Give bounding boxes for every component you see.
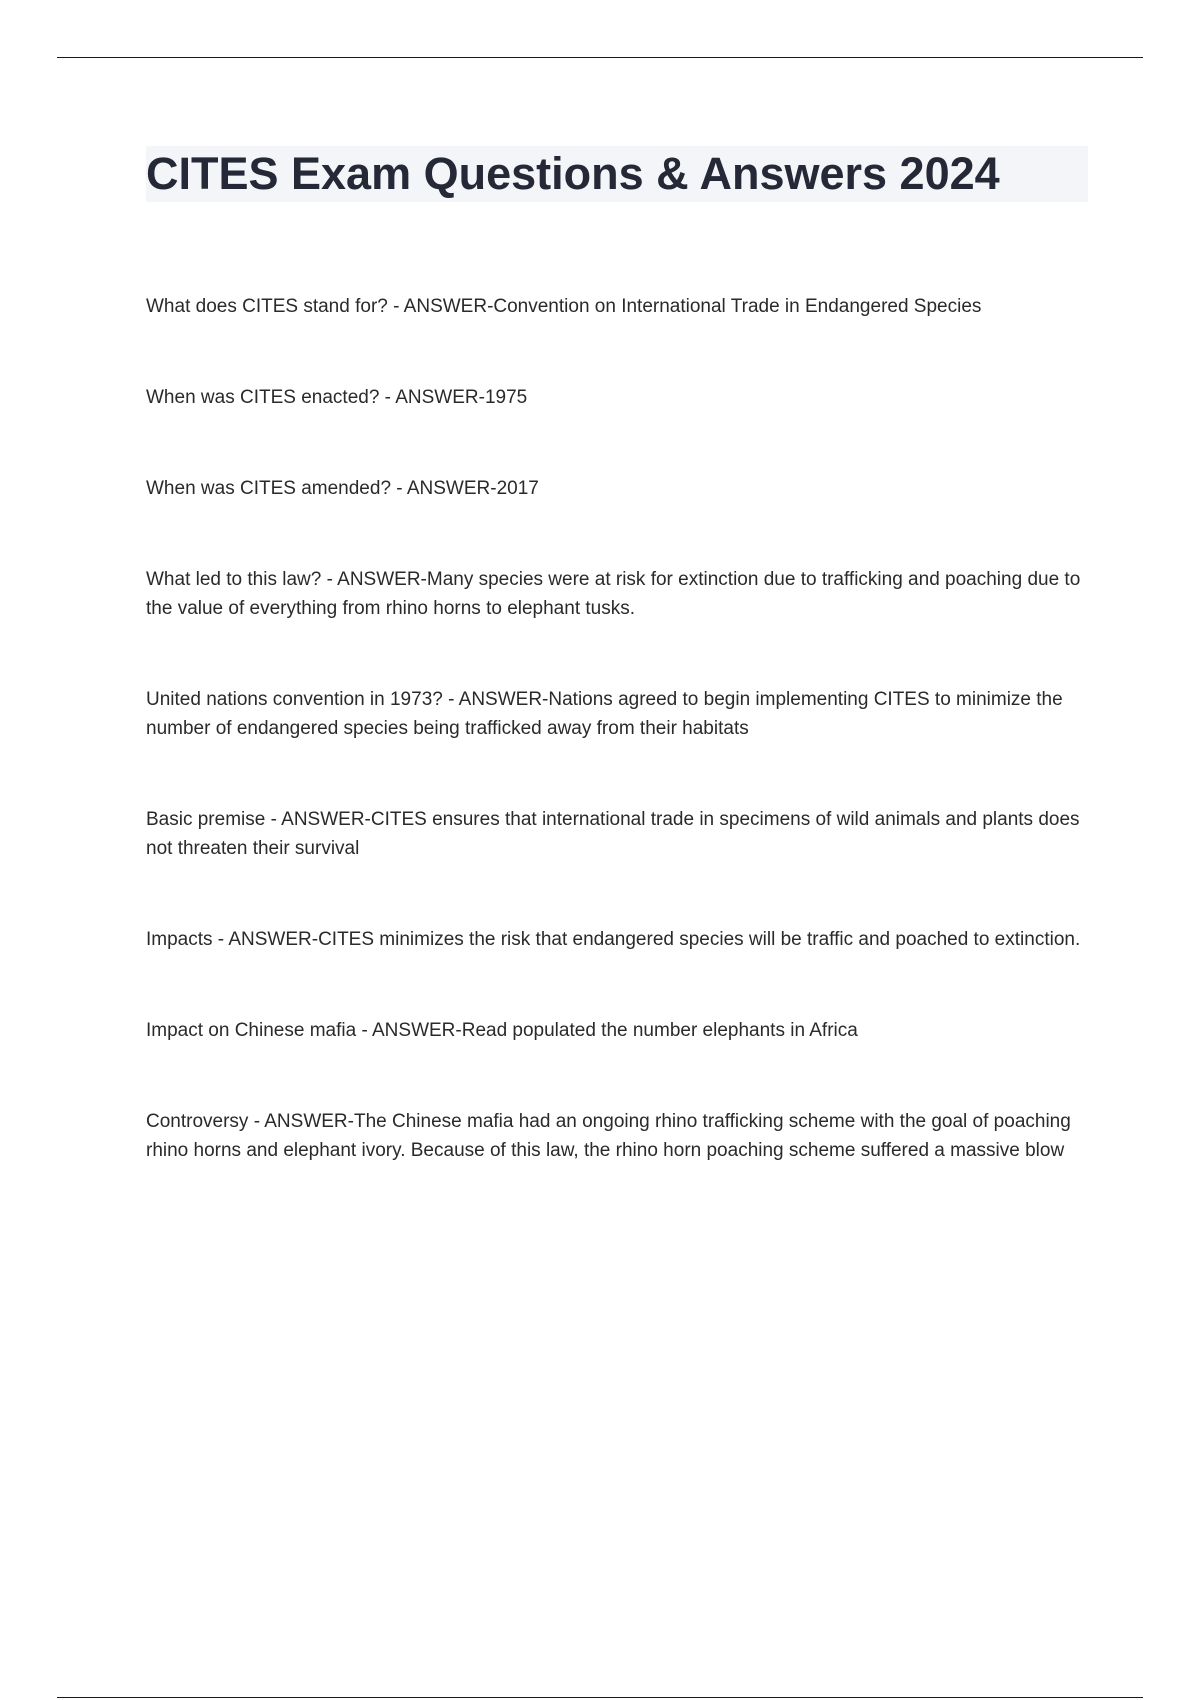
footer-rule [57, 1697, 1143, 1698]
qa-item: Controversy - ANSWER-The Chinese mafia had an ongoing rhino trafficking scheme with the goal of poaching rhino horns and elephant ivory. Because of this law, the rhino horn poaching scheme suffered a massive blow [146, 1111, 1071, 1161]
qa-item: United nations convention in 1973? - ANSWER-Nations agreed to begin implementing CITES to minimize the number of endangered species being trafficked away from their habitats [146, 689, 1063, 739]
document-title: CITES Exam Questions & Answers 2024 [146, 148, 1000, 199]
header-rule [57, 57, 1143, 58]
qa-item: Impact on Chinese mafia - ANSWER-Read populated the number elephants in Africa [146, 1020, 858, 1041]
qa-item: When was CITES enacted? - ANSWER-1975 [146, 387, 528, 408]
qa-item: What does CITES stand for? - ANSWER-Convention on International Trade in Endangered Species [146, 296, 982, 317]
qa-list [146, 292, 1091, 1165]
qa-item: When was CITES amended? - ANSWER-2017 [146, 478, 539, 499]
qa-item: What led to this law? - ANSWER-Many species were at risk for extinction due to trafficking and poaching due to the value of everything from rhino horns to elephant tusks. [146, 569, 1081, 619]
qa-item: Basic premise - ANSWER-CITES ensures that international trade in specimens of wild animals and plants does not threaten their survival [146, 809, 1080, 859]
qa-item: Impacts - ANSWER-CITES minimizes the risk that endangered species will be traffic and poached to extinction. [146, 929, 1081, 950]
